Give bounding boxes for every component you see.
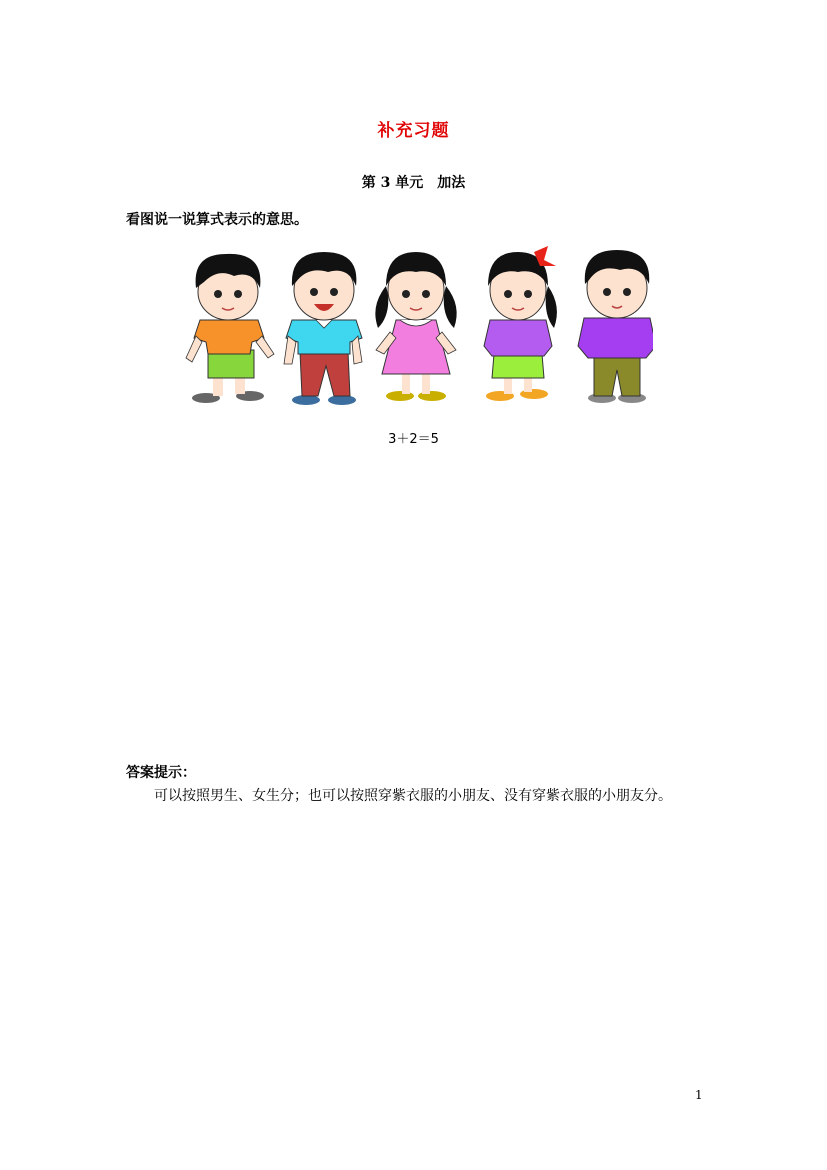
equation: 3＋2＝5 <box>388 432 439 447</box>
answer-text: 可以按照男生、女生分；也可以按照穿紫衣服的小朋友、没有穿紫衣服的小朋友分。 <box>154 788 672 804</box>
unit-heading <box>0 172 827 192</box>
child-boy-purple-shirt <box>578 250 653 403</box>
answer-label: 答案提示： <box>126 765 196 781</box>
child-girl-purple-shirt <box>484 246 557 401</box>
children-illustration <box>178 246 653 411</box>
child-boy-orange-shirt <box>186 254 274 403</box>
unit-number: 第 3 单元 <box>361 175 424 191</box>
unit-topic: 加法 <box>437 175 466 191</box>
page-number: 1 <box>695 1088 703 1102</box>
question-prompt: 看图说一说算式表示的意思。 <box>126 212 308 228</box>
page-title: 补充习题 <box>377 121 450 141</box>
child-boy-cyan-shirt <box>284 252 362 405</box>
child-girl-pink-dress <box>375 252 456 401</box>
